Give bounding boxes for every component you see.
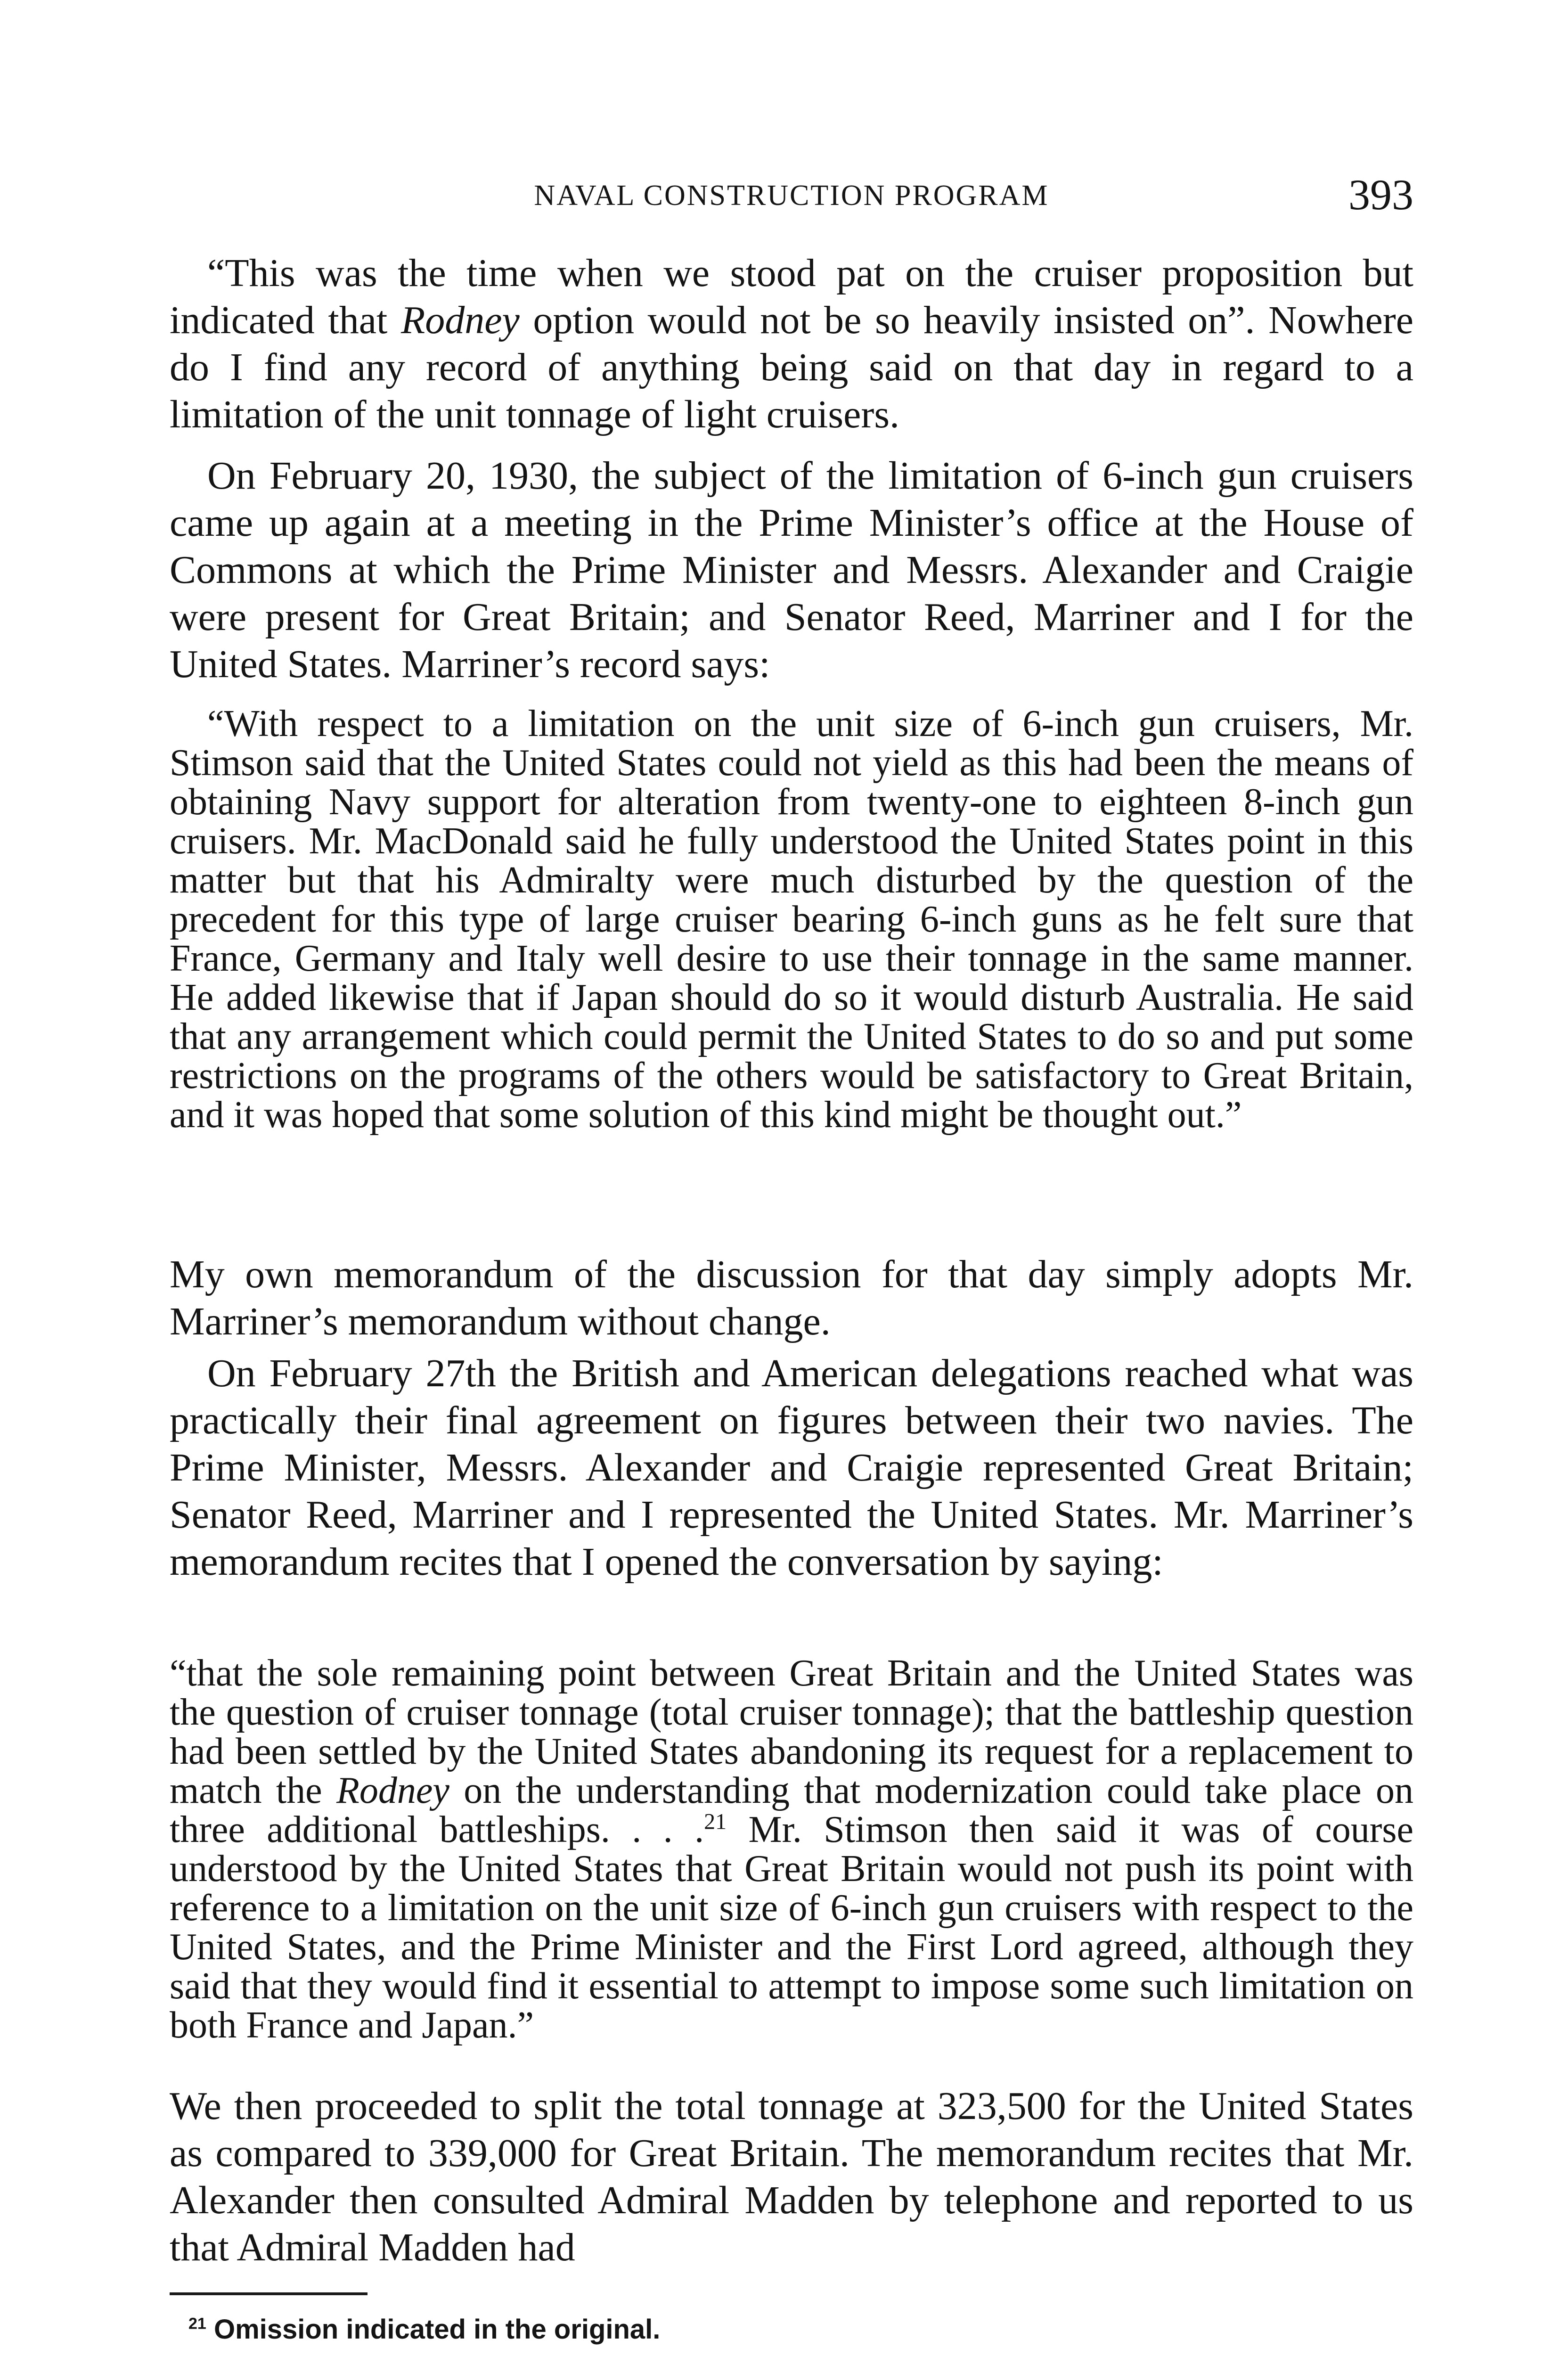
- quotation-1: “With respect to a limitation on the unit size of 6-inch gun cruisers, Mr. Stimson said that the United States could not yield as this had been the means of obtaining Navy support for alteration from twenty-one to eighteen 8-inch gun cruisers. Mr. MacDonald said he fully understood the United States point in this matter but that his Admiralty were much disturbed by the question of the precedent for this type of large cruiser bearing 6-inch guns as he felt sure that France, Germany and Italy well desire to use their tonnage in the same manner. He added likewise that if Japan should do so it would disturb Australia. He said that any arrangement which could permit the United States to do so and put some restrictions on the programs of the others would be satisfactory to Great Britain, and it was hoped that some solution of this kind might be thought out.”: [170, 703, 1413, 1136]
- paragraph-1-text-b: option would not be so heavily insisted on”. Nowhere do I find any record of anything being said on that day in regard to a limitation of the unit tonnage of light cruisers.: [170, 298, 1413, 436]
- paragraph-1: [170, 250, 1413, 438]
- footnote-text: Omission indicated in the original.: [213, 2314, 661, 2345]
- paragraph-3: My own memorandum of the discussion for that day simply adopts Mr. Marriner’s memorandum without change.: [170, 1252, 1413, 1343]
- page-number: 393: [1348, 171, 1413, 219]
- footnote: [188, 2314, 660, 2345]
- running-title: NAVAL CONSTRUCTION PROGRAM: [534, 180, 1049, 212]
- paragraph-1-text-a: “This was the time when we stood pat on the cruiser proposition but indicated that: [170, 251, 1413, 342]
- paragraph-2: On February 20, 1930, the subject of the limitation of 6-inch gun cruisers came up again at a meeting in the Prime Minister’s office at the House of Commons at which the Prime Minister and Messrs. Alexander and Craigie were present for Great Britain; and Senator Reed, Marriner and I for the United States. Marriner’s record says:: [170, 454, 1413, 686]
- quotation-2-text-b: on the understanding that modernization could take place on three additional battleships. . . .: [170, 1770, 1414, 1850]
- quotation-2: [170, 1654, 1413, 2045]
- rodney-italic: Rodney: [400, 298, 520, 342]
- quotation-2-text-c: Mr. Stimson then said it was of course understood by the United States that Great Britain would not push its point with reference to a limitation on the unit size of 6-inch gun cruisers with respect to the United States, and the Prime Minister and the First Lord agreed, although they said that they would find it essential to attempt to impose some such limitation on both France and Japan.”: [170, 1809, 1414, 2046]
- footnote-divider: [170, 2292, 368, 2295]
- running-header: [170, 170, 1413, 217]
- rodney-italic-2: Rodney: [336, 1770, 449, 1811]
- paragraph-5: We then proceeded to split the total tonnage at 323,500 for the United States as compared to 339,000 for Great Britain. The memorandum recites that Mr. Alexander then consulted Admiral Madden by telephone and reported to us that Admiral Madden had: [170, 2084, 1413, 2269]
- footnote-marker: 21: [188, 2315, 206, 2333]
- footnote-reference: 21: [704, 1809, 727, 1834]
- quotation-2-text-a: “that the sole remaining point between Great Britain and the United States was the question of cruiser tonnage (total cruiser tonnage); that the battleship question had been settled by the United States abandoning its request for a replacement to match the: [170, 1652, 1413, 1811]
- paragraph-4: On February 27th the British and American delegations reached what was practically their final agreement on figures between their two navies. The Prime Minister, Messrs. Alexander and Craigie represented Great Britain; Senator Reed, Marriner and I represented the United States. Mr. Marriner’s memorandum recites that I opened the conversation by saying:: [170, 1351, 1413, 1584]
